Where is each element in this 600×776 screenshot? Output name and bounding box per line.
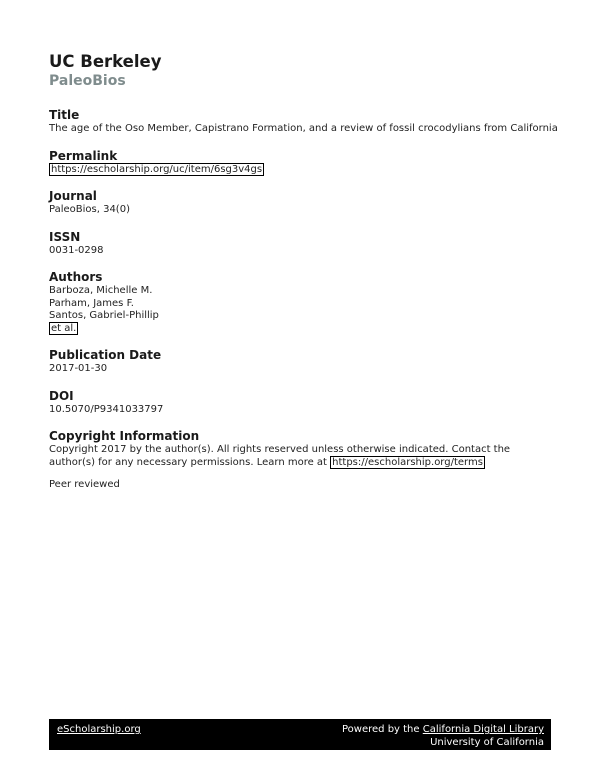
authors-heading: Authors [49,270,103,284]
permalink-heading: Permalink [49,148,118,163]
permalink-link[interactable]: https://escholarship.org/uc/item/6sg3v4gs [51,163,263,175]
authors-section [49,269,559,335]
et-al-link[interactable]: et al. [51,322,77,334]
copyright-text: Copyright 2017 by the author(s). All rights reserved unless otherwise indicated. Contact the author(s) for any necessary permissions. Learn more at [49,444,511,468]
terms-link[interactable]: https://escholarship.org/terms [332,456,483,468]
title-section [49,107,559,136]
doi-heading: DOI [49,388,74,403]
title-heading: Title [49,108,80,122]
series-name: PaleoBios [49,73,126,89]
doi-section [49,388,559,417]
issn-value: 0031-0298 [49,244,104,256]
powered-prefix: Powered by the [342,724,420,735]
escholarship-link[interactable]: eScholarship.org [57,724,141,735]
institution-name: UC Berkeley [49,52,162,71]
university-name: University of California [430,737,544,748]
issn-section [49,229,559,258]
author-name: Barboza, Michelle M. [49,285,153,296]
copyright-section [49,428,559,469]
copyright-heading: Copyright Information [49,429,200,443]
doi-value: 10.5070/P9341033797 [49,403,164,415]
powered-by [342,724,544,735]
issn-heading: ISSN [49,229,81,244]
footer-bar [49,719,551,750]
cdl-link[interactable]: California Digital Library [422,724,544,735]
pubdate-value: 2017-01-30 [49,363,108,374]
record-page [49,52,559,492]
author-name: Parham, James F. [49,297,134,309]
journal-section [49,188,559,217]
pubdate-heading: Publication Date [49,348,162,362]
author-name: Santos, Gabriel-Phillip [49,310,159,321]
title-value: The age of the Oso Member, Capistrano Formation, and a review of fossil crocodylians from California [49,123,558,134]
pubdate-section [49,347,559,376]
permalink-section [49,148,559,177]
journal-heading: Journal [49,189,97,203]
journal-value: PaleoBios, 34(0) [49,204,130,215]
peer-reviewed-label: Peer reviewed [49,479,120,490]
